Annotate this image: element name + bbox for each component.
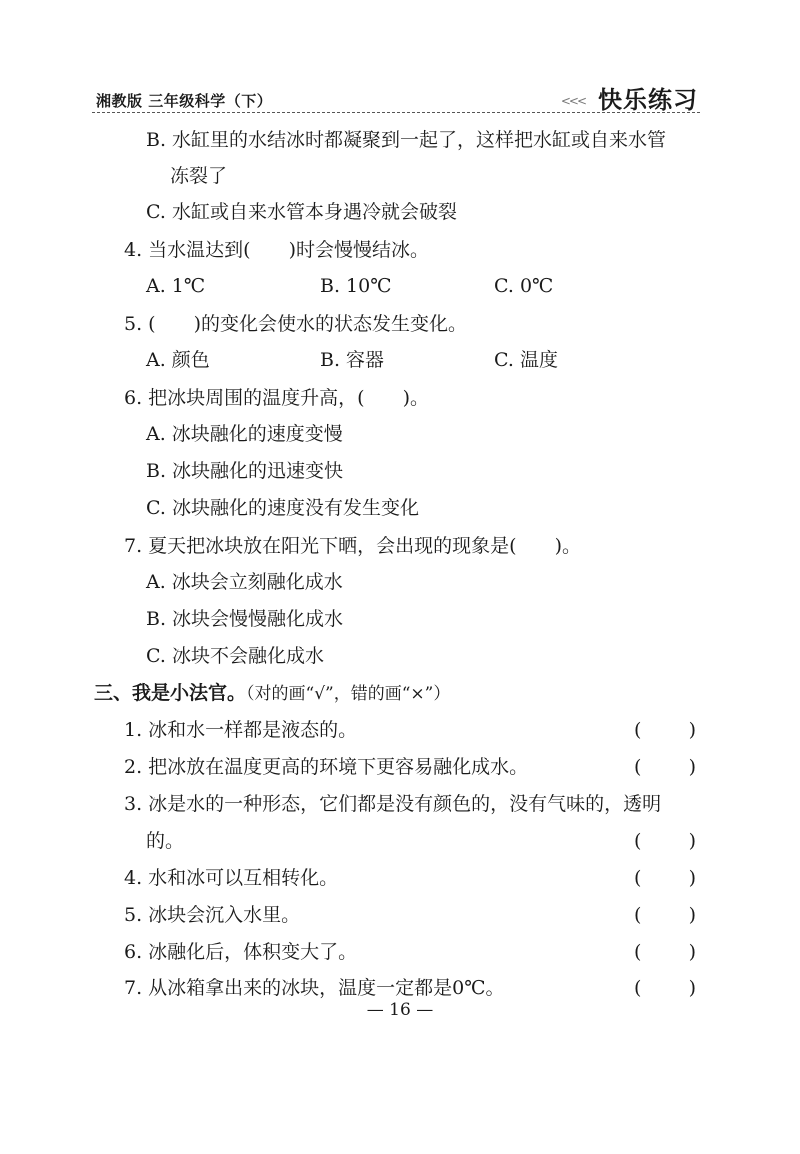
book-title: 湘教版 三年级科学（下）: [96, 92, 273, 110]
paren-close: ): [688, 977, 696, 999]
paren-close: ): [688, 867, 696, 889]
paren-close: ): [688, 719, 696, 741]
answer-blank[interactable]: [634, 940, 696, 964]
answer-blank[interactable]: [634, 976, 696, 1000]
judge-item: 7. 从冰箱拿出来的冰块，温度一定都是0℃。: [124, 977, 505, 999]
paren-open: (: [634, 756, 642, 778]
answer-blank[interactable]: [634, 829, 696, 853]
option-a: A. 颜色: [146, 349, 210, 371]
paren-open: (: [634, 904, 642, 926]
paren-open: (: [634, 941, 642, 963]
option-c: C. 冰块不会融化成水: [146, 645, 324, 667]
option-c: C. 0℃: [494, 275, 554, 297]
judge-item: 5. 冰块会沉入水里。: [124, 904, 301, 926]
option-a: A. 冰块会立刻融化成水: [146, 571, 343, 593]
section-heading-note: （对的画“√”，错的画“×”）: [246, 684, 451, 704]
judge-item: 2. 把冰放在温度更高的环境下更容易融化成水。: [124, 756, 529, 778]
question-stem: 4. 当水温达到( )时会慢慢结冰。: [124, 239, 429, 261]
answer-blank[interactable]: [634, 718, 696, 742]
option-c: C. 温度: [494, 349, 558, 371]
section-heading-text: 三、我是小法官。: [94, 682, 247, 704]
option-text: C. 水缸或自来水管本身遇冷就会破裂: [146, 201, 457, 223]
paren-close: ): [688, 830, 696, 852]
paren-open: (: [634, 719, 642, 741]
paren-close: ): [688, 904, 696, 926]
paren-close: ): [688, 756, 696, 778]
answer-blank[interactable]: [634, 755, 696, 779]
answer-blank[interactable]: [634, 866, 696, 890]
chevron-left-icon: <<<: [560, 94, 585, 108]
page-number: — 16 —: [366, 1000, 434, 1020]
judge-item: 6. 冰融化后，体积变大了。: [124, 941, 358, 963]
option-b: B. 冰块融化的迅速变快: [146, 460, 344, 482]
judge-item: 4. 水和冰可以互相转化。: [124, 867, 339, 889]
option-a: A. 冰块融化的速度变慢: [146, 423, 343, 445]
section-heading: [94, 681, 450, 706]
option-text: 冻裂了: [170, 165, 228, 187]
option-a: A. 1℃: [146, 275, 206, 297]
question-stem: 7. 夏天把冰块放在阳光下晒，会出现的现象是( )。: [124, 535, 581, 557]
option-b: B. 容器: [320, 349, 385, 371]
paren-open: (: [634, 830, 642, 852]
paren-open: (: [634, 867, 642, 889]
paren-open: (: [634, 977, 642, 999]
judge-item-cont: 的。: [146, 830, 185, 852]
section-title: 快乐练习: [598, 86, 698, 114]
judge-item: 1. 冰和水一样都是液态的。: [124, 719, 358, 741]
question-stem: 6. 把冰块周围的温度升高，( )。: [124, 387, 429, 409]
answer-blank[interactable]: [634, 903, 696, 927]
option-b: B. 10℃: [320, 275, 392, 297]
question-stem: 5. ( )的变化会使水的状态发生变化。: [124, 313, 467, 335]
option-text: B. 水缸里的水结冰时都凝聚到一起了，这样把水缸或自来水管: [146, 129, 667, 151]
page-header: [92, 80, 700, 116]
option-b: B. 冰块会慢慢融化成水: [146, 608, 344, 630]
judge-item: 3. 冰是水的一种形态，它们都是没有颜色的，没有气味的，透明: [124, 793, 662, 815]
option-c: C. 冰块融化的速度没有发生变化: [146, 497, 419, 519]
paren-close: ): [688, 941, 696, 963]
header-divider: [92, 112, 700, 113]
